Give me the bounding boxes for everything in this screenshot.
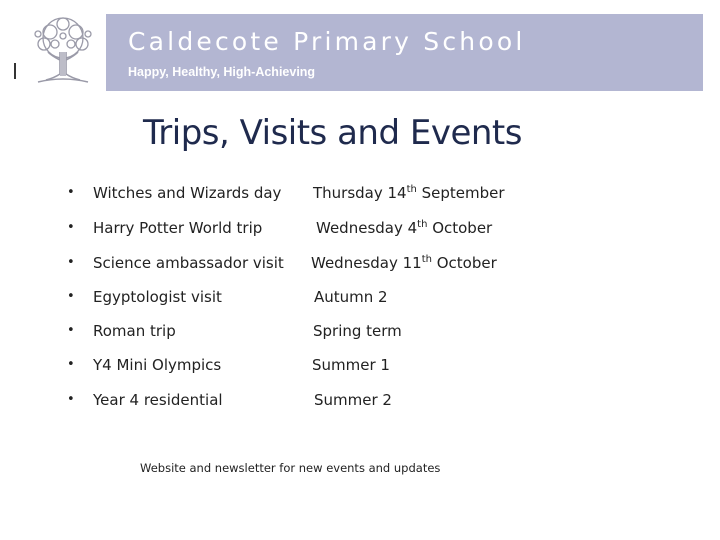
event-name: Science ambassador visit	[93, 254, 284, 272]
footer-note: Website and newsletter for new events and updates	[140, 461, 441, 475]
event-name: Witches and Wizards day	[93, 184, 282, 202]
event-name: Egyptologist visit	[93, 288, 222, 306]
event-date: Summer 2	[314, 391, 392, 409]
bullet: •	[67, 289, 75, 304]
bullet: •	[67, 392, 75, 407]
event-date: Summer 1	[312, 356, 390, 374]
list-item	[0, 354, 720, 378]
event-name: Harry Potter World trip	[93, 219, 263, 237]
event-name: Roman trip	[93, 322, 176, 340]
school-tagline: Happy, Healthy, High-Achieving	[128, 65, 316, 79]
event-name: Y4 Mini Olympics	[93, 356, 222, 374]
list-item	[0, 320, 720, 344]
event-date: Autumn 2	[314, 288, 388, 306]
list-item	[0, 182, 720, 206]
event-date: Wednesday 4th October	[316, 219, 493, 237]
list-item	[0, 252, 720, 276]
bullet: •	[67, 220, 75, 235]
list-item	[0, 217, 720, 241]
bullet: •	[67, 255, 75, 270]
list-item	[0, 389, 720, 413]
bullet: •	[67, 357, 75, 372]
list-item	[0, 286, 720, 310]
page-title: Trips, Visits and Events	[143, 113, 522, 153]
event-date: Wednesday 11th October	[311, 254, 497, 272]
bullet: •	[67, 185, 75, 200]
event-date: Spring term	[313, 322, 402, 340]
school-name: Caldecote Primary School	[128, 27, 526, 56]
event-date: Thursday 14th September	[313, 184, 505, 202]
event-name: Year 4 residential	[93, 391, 223, 409]
bullet: •	[67, 323, 75, 338]
